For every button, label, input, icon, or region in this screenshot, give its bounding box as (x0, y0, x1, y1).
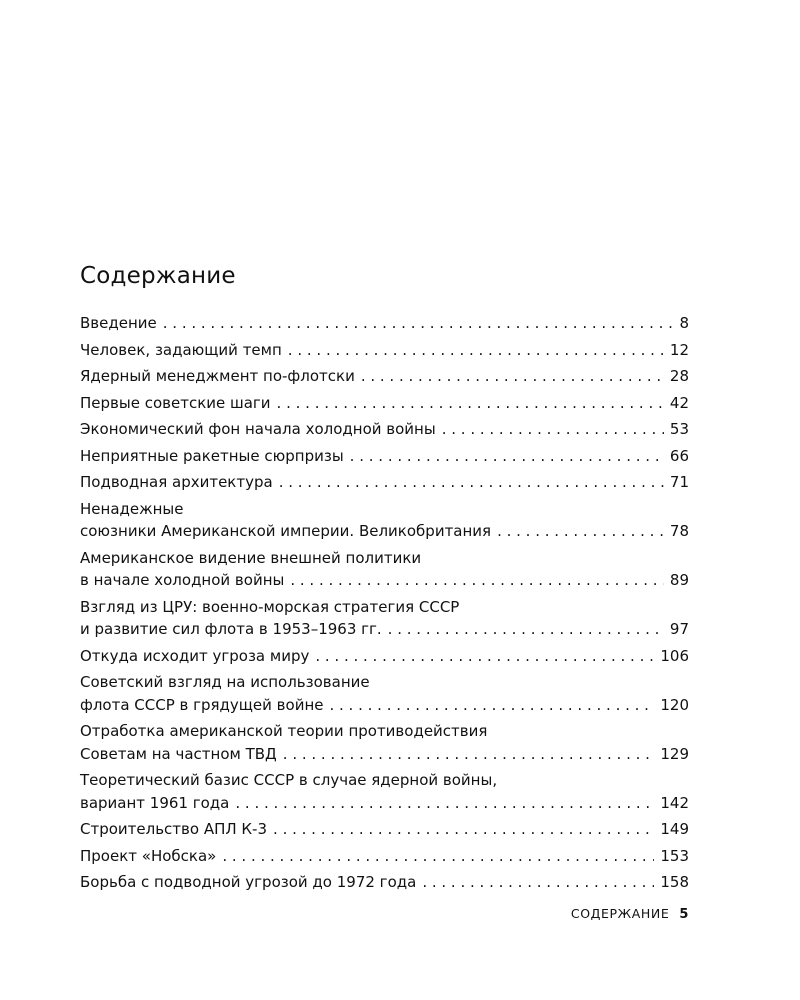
toc-entry-title: в начале холодной войны (80, 571, 285, 589)
toc-entry-title: вариант 1961 года (80, 793, 230, 812)
toc-entry-page: 71 (669, 473, 689, 491)
toc-entry-title: Борьба с подводной угрозой до 1972 года (80, 873, 417, 891)
toc-entry[interactable] (80, 392, 689, 415)
toc-entry-line (80, 418, 689, 441)
toc-entry-title: Советский взгляд на использование (80, 673, 370, 691)
dot-leader (235, 792, 654, 815)
toc-entry[interactable] (80, 645, 689, 668)
toc-entry-page: 106 (660, 646, 689, 665)
dot-leader (279, 471, 664, 494)
running-footer (571, 906, 689, 922)
dot-leader (277, 392, 664, 415)
table-of-contents (80, 312, 689, 898)
toc-entry-line (80, 547, 689, 570)
dot-leader (329, 694, 654, 717)
footer-label: СОДЕРЖАНИЕ (570, 906, 670, 921)
toc-entry-line (80, 743, 689, 766)
toc-entry-line (80, 312, 689, 335)
toc-entry[interactable] (80, 445, 689, 468)
toc-entry-page: 28 (669, 367, 689, 385)
toc-entry-title: Проект «Нобска» (80, 846, 217, 865)
toc-entry-title: Советам на частном ТВД (80, 744, 277, 763)
dot-leader (442, 418, 664, 441)
dot-leader (361, 365, 664, 388)
toc-entry[interactable] (80, 845, 689, 868)
toc-entry[interactable] (80, 312, 689, 335)
toc-entry-line (80, 392, 689, 415)
toc-entry-page: 120 (660, 695, 689, 714)
toc-entry-line (80, 792, 689, 815)
toc-entry-title: Подводная архитектура (80, 473, 273, 491)
dot-leader (422, 871, 654, 894)
toc-entry-page: 12 (669, 340, 689, 359)
toc-entry[interactable] (80, 339, 689, 362)
toc-entry-line (80, 645, 689, 668)
toc-entry-line (80, 445, 689, 468)
dot-leader (222, 845, 654, 868)
toc-entry-page: 97 (669, 620, 689, 638)
toc-entry-title: и развитие сил флота в 1953–1963 гг. (80, 620, 382, 638)
toc-entry-title: Взгляд из ЦРУ: военно-морская стратегия СССР (80, 597, 460, 616)
toc-entry[interactable] (80, 818, 689, 841)
page-number: 5 (679, 907, 689, 922)
toc-entry[interactable] (80, 871, 689, 894)
toc-entry-line (80, 671, 689, 694)
toc-entry[interactable] (80, 547, 689, 592)
dot-leader (290, 569, 664, 592)
toc-entry-page: 153 (660, 846, 689, 865)
toc-entry-page: 158 (660, 873, 689, 891)
dot-leader (163, 312, 674, 335)
toc-entry[interactable] (80, 365, 689, 388)
dot-leader (283, 743, 655, 766)
toc-entry[interactable] (80, 671, 689, 716)
toc-entry-title: союзники Американской империи. Великобритания (80, 522, 492, 540)
toc-entry-title: Откуда исходит угроза миру (80, 646, 310, 665)
toc-entry-title: Экономический фон начала холодной войны (80, 420, 436, 438)
toc-entry-title: Строительство АПЛ К-3 (80, 820, 268, 838)
toc-entry[interactable] (80, 498, 689, 543)
toc-entry-title: Ненадежные (80, 499, 184, 518)
toc-entry-title: Первые советские шаги (80, 393, 271, 412)
toc-entry-line (80, 365, 689, 388)
toc-entry[interactable] (80, 418, 689, 441)
toc-entry-line (80, 720, 689, 743)
toc-entry-line (80, 520, 689, 543)
toc-entry-line (80, 818, 689, 841)
toc-entry-title: флота СССР в грядущей войне (80, 695, 324, 714)
toc-entry-page: 78 (669, 522, 689, 540)
toc-entry-title: Теоретический базис СССР в случае ядерной войны, (80, 771, 498, 789)
toc-entry-line (80, 569, 689, 592)
toc-entry-page: 8 (679, 314, 689, 332)
toc-entry-line (80, 498, 689, 521)
toc-entry-line (80, 596, 689, 619)
toc-entry-line (80, 339, 689, 362)
toc-entry-page: 129 (660, 744, 689, 763)
toc-entry-line (80, 471, 689, 494)
toc-entry-title: Ядерный менеджмент по-флотски (80, 367, 355, 385)
toc-entry-title: Человек, задающий темп (80, 340, 282, 359)
page-title: Содержание (80, 263, 236, 289)
toc-entry[interactable] (80, 769, 689, 814)
dot-leader (497, 520, 664, 543)
toc-entry-title: Американское видение внешней политики (80, 548, 422, 567)
toc-entry[interactable] (80, 471, 689, 494)
toc-entry-page: 53 (669, 420, 689, 438)
toc-entry[interactable] (80, 596, 689, 641)
toc-entry-line (80, 769, 689, 792)
toc-entry-page: 149 (660, 820, 689, 838)
toc-entry-title: Отработка американской теории противодействия (80, 722, 488, 740)
toc-entry-page: 142 (660, 793, 689, 812)
dot-leader (350, 445, 664, 468)
toc-entry[interactable] (80, 720, 689, 765)
toc-entry-line (80, 845, 689, 868)
toc-entry-page: 89 (669, 571, 689, 589)
toc-entry-line (80, 618, 689, 641)
dot-leader (273, 818, 654, 841)
toc-entry-line (80, 694, 689, 717)
toc-entry-line (80, 871, 689, 894)
dot-leader (288, 339, 664, 362)
dot-leader (315, 645, 654, 668)
toc-entry-title: Неприятные ракетные сюрпризы (80, 446, 344, 465)
dot-leader (388, 618, 664, 641)
toc-entry-page: 42 (669, 393, 689, 412)
toc-entry-page: 66 (669, 446, 689, 465)
toc-entry-title: Введение (80, 314, 157, 332)
